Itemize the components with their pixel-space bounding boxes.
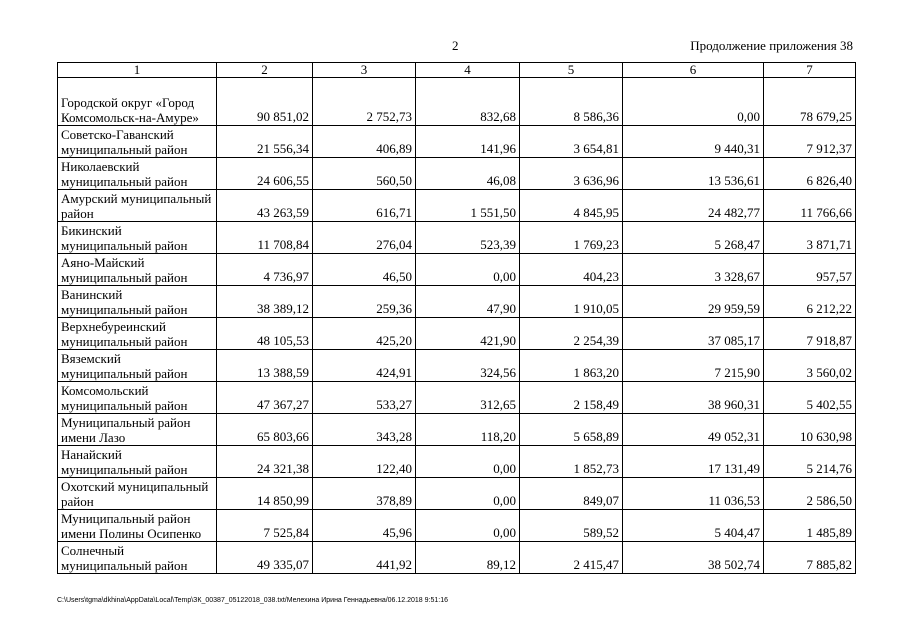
- column-header: 2: [217, 63, 313, 78]
- value-cell: 38 389,12: [217, 286, 313, 318]
- value-cell: 5 404,47: [623, 510, 764, 542]
- value-cell: 2 415,47: [520, 542, 623, 574]
- table-row: [58, 542, 856, 574]
- value-cell: 43 263,59: [217, 190, 313, 222]
- value-cell: 523,39: [416, 222, 520, 254]
- value-cell: 406,89: [313, 126, 416, 158]
- table-row: [58, 222, 856, 254]
- value-cell: 2 158,49: [520, 382, 623, 414]
- value-cell: 832,68: [416, 78, 520, 126]
- table-row: [58, 446, 856, 478]
- value-cell: 24 606,55: [217, 158, 313, 190]
- column-header: 4: [416, 63, 520, 78]
- value-cell: 7 525,84: [217, 510, 313, 542]
- value-cell: 6 212,22: [764, 286, 856, 318]
- value-cell: 47 367,27: [217, 382, 313, 414]
- table-row: [58, 78, 856, 126]
- value-cell: 1 769,23: [520, 222, 623, 254]
- value-cell: 424,91: [313, 350, 416, 382]
- value-cell: 1 852,73: [520, 446, 623, 478]
- value-cell: 118,20: [416, 414, 520, 446]
- value-cell: 17 131,49: [623, 446, 764, 478]
- column-number-row: [58, 63, 856, 78]
- value-cell: 49 052,31: [623, 414, 764, 446]
- municipality-name-cell: Амурский муниципальный район: [58, 190, 217, 222]
- value-cell: 1 863,20: [520, 350, 623, 382]
- value-cell: 0,00: [416, 510, 520, 542]
- value-cell: 0,00: [416, 478, 520, 510]
- page-number: 2: [452, 38, 459, 53]
- table-row: [58, 382, 856, 414]
- value-cell: 65 803,66: [217, 414, 313, 446]
- table-row: [58, 126, 856, 158]
- column-header: 7: [764, 63, 856, 78]
- value-cell: 2 752,73: [313, 78, 416, 126]
- municipality-name-cell: Аяно-Майский муниципальный район: [58, 254, 217, 286]
- value-cell: 49 335,07: [217, 542, 313, 574]
- value-cell: 5 402,55: [764, 382, 856, 414]
- municipality-name-cell: Нанайский муниципальный район: [58, 446, 217, 478]
- value-cell: 90 851,02: [217, 78, 313, 126]
- value-cell: 10 630,98: [764, 414, 856, 446]
- value-cell: 46,50: [313, 254, 416, 286]
- value-cell: 3 654,81: [520, 126, 623, 158]
- value-cell: 1 551,50: [416, 190, 520, 222]
- value-cell: 24 321,38: [217, 446, 313, 478]
- value-cell: 7 912,37: [764, 126, 856, 158]
- municipality-name-cell: Комсомольский муниципальный район: [58, 382, 217, 414]
- table-row: [58, 254, 856, 286]
- municipality-name-cell: Ванинский муниципальный район: [58, 286, 217, 318]
- value-cell: 5 214,76: [764, 446, 856, 478]
- value-cell: 560,50: [313, 158, 416, 190]
- value-cell: 48 105,53: [217, 318, 313, 350]
- municipality-name-cell: Бикинский муниципальный район: [58, 222, 217, 254]
- value-cell: 259,36: [313, 286, 416, 318]
- footer-file-path: C:\Users\tgma\dkhina\AppData\Local\Temp\ЗК_00387_05122018_038.txt/Мелехина Ирина Геннадьевна/06.12.2018 9:51:16: [57, 597, 448, 604]
- value-cell: 589,52: [520, 510, 623, 542]
- value-cell: 46,08: [416, 158, 520, 190]
- value-cell: 38 960,31: [623, 382, 764, 414]
- value-cell: 0,00: [416, 254, 520, 286]
- table-row: [58, 478, 856, 510]
- value-cell: 312,65: [416, 382, 520, 414]
- value-cell: 616,71: [313, 190, 416, 222]
- value-cell: 441,92: [313, 542, 416, 574]
- value-cell: 3 560,02: [764, 350, 856, 382]
- data-table: [57, 62, 856, 574]
- column-header: 5: [520, 63, 623, 78]
- municipality-name-cell: Муниципальный район имени Полины Осипенко: [58, 510, 217, 542]
- value-cell: 425,20: [313, 318, 416, 350]
- value-cell: 3 871,71: [764, 222, 856, 254]
- municipality-name-cell: Вяземский муниципальный район: [58, 350, 217, 382]
- table-row: [58, 318, 856, 350]
- value-cell: 5 658,89: [520, 414, 623, 446]
- value-cell: 6 826,40: [764, 158, 856, 190]
- value-cell: 849,07: [520, 478, 623, 510]
- value-cell: 5 268,47: [623, 222, 764, 254]
- value-cell: 11 708,84: [217, 222, 313, 254]
- value-cell: 7 885,82: [764, 542, 856, 574]
- municipality-name-cell: Солнечный муниципальный район: [58, 542, 217, 574]
- value-cell: 378,89: [313, 478, 416, 510]
- value-cell: 47,90: [416, 286, 520, 318]
- column-header: 6: [623, 63, 764, 78]
- value-cell: 8 586,36: [520, 78, 623, 126]
- value-cell: 21 556,34: [217, 126, 313, 158]
- value-cell: 0,00: [623, 78, 764, 126]
- value-cell: 78 679,25: [764, 78, 856, 126]
- value-cell: 29 959,59: [623, 286, 764, 318]
- table-row: [58, 286, 856, 318]
- municipality-name-cell: Охотский муниципальный район: [58, 478, 217, 510]
- value-cell: 13 388,59: [217, 350, 313, 382]
- value-cell: 2 586,50: [764, 478, 856, 510]
- value-cell: 11 036,53: [623, 478, 764, 510]
- value-cell: 343,28: [313, 414, 416, 446]
- column-header: 3: [313, 63, 416, 78]
- value-cell: 3 636,96: [520, 158, 623, 190]
- value-cell: 14 850,99: [217, 478, 313, 510]
- value-cell: 1 485,89: [764, 510, 856, 542]
- value-cell: 957,57: [764, 254, 856, 286]
- value-cell: 7 918,87: [764, 318, 856, 350]
- value-cell: 4 845,95: [520, 190, 623, 222]
- value-cell: 89,12: [416, 542, 520, 574]
- municipality-name-cell: Советско-Гаванский муниципальный район: [58, 126, 217, 158]
- value-cell: 11 766,66: [764, 190, 856, 222]
- value-cell: 13 536,61: [623, 158, 764, 190]
- table-row: [58, 350, 856, 382]
- value-cell: 9 440,31: [623, 126, 764, 158]
- value-cell: 7 215,90: [623, 350, 764, 382]
- value-cell: 37 085,17: [623, 318, 764, 350]
- table-row: [58, 414, 856, 446]
- value-cell: 2 254,39: [520, 318, 623, 350]
- value-cell: 421,90: [416, 318, 520, 350]
- column-header: 1: [58, 63, 217, 78]
- value-cell: 3 328,67: [623, 254, 764, 286]
- value-cell: 0,00: [416, 446, 520, 478]
- value-cell: 533,27: [313, 382, 416, 414]
- municipality-name-cell: Верхнебуреинский муниципальный район: [58, 318, 217, 350]
- value-cell: 122,40: [313, 446, 416, 478]
- value-cell: 404,23: [520, 254, 623, 286]
- municipality-name-cell: Муниципальный район имени Лазо: [58, 414, 217, 446]
- table-row: [58, 510, 856, 542]
- value-cell: 276,04: [313, 222, 416, 254]
- continuation-caption: Продолжение приложения 38: [690, 38, 853, 53]
- value-cell: 38 502,74: [623, 542, 764, 574]
- value-cell: 45,96: [313, 510, 416, 542]
- value-cell: 24 482,77: [623, 190, 764, 222]
- value-cell: 324,56: [416, 350, 520, 382]
- value-cell: 4 736,97: [217, 254, 313, 286]
- table-row: [58, 190, 856, 222]
- municipality-name-cell: Городской округ «Город Комсомольск-на-Амуре»: [58, 78, 217, 126]
- municipality-name-cell: Николаевский муниципальный район: [58, 158, 217, 190]
- table-row: [58, 158, 856, 190]
- value-cell: 141,96: [416, 126, 520, 158]
- value-cell: 1 910,05: [520, 286, 623, 318]
